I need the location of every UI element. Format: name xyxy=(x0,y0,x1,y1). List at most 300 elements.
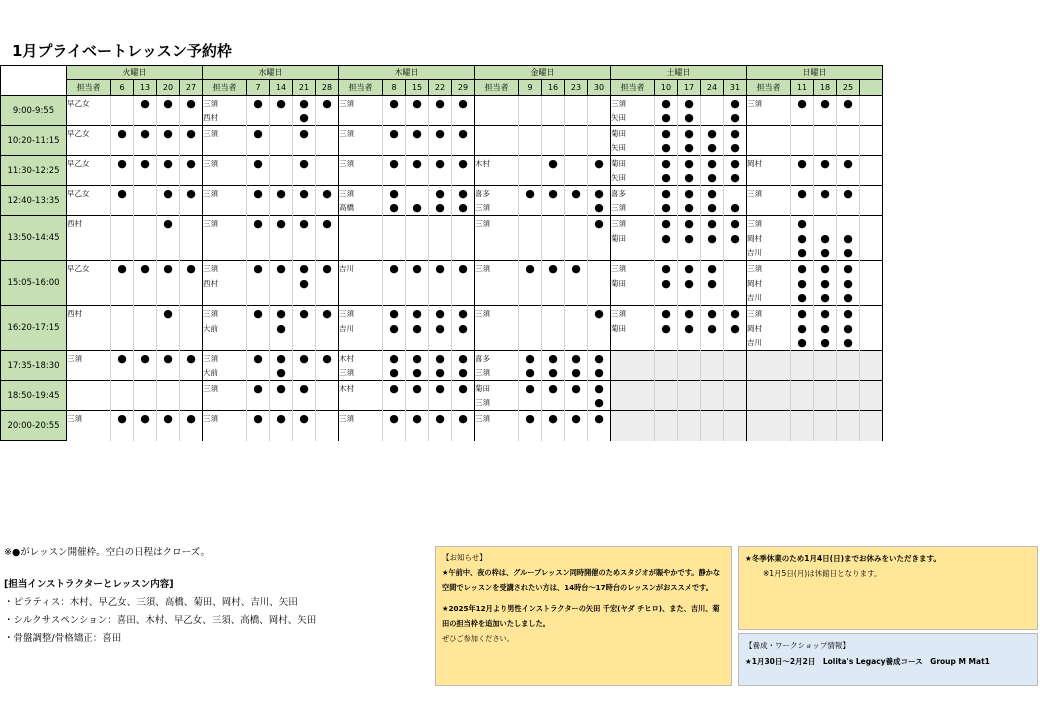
empty-cell xyxy=(111,366,134,381)
instructor-name: 喜多 xyxy=(611,186,655,201)
lesson-dot[interactable]: ● xyxy=(293,261,316,276)
lesson-dot[interactable]: ● xyxy=(383,381,406,396)
lesson-dot[interactable]: ● xyxy=(247,216,270,231)
empty-cell xyxy=(383,291,406,306)
lesson-dot[interactable]: ● xyxy=(383,306,406,321)
lesson-dot[interactable]: ● xyxy=(701,306,724,321)
lesson-dot[interactable]: ● xyxy=(701,141,724,156)
empty-cell xyxy=(860,231,883,246)
lesson-dot[interactable]: ● xyxy=(678,111,701,126)
instructor-name xyxy=(475,171,519,186)
empty-cell xyxy=(724,381,747,396)
lesson-dot[interactable]: ● xyxy=(542,381,565,396)
empty-cell xyxy=(565,306,588,321)
lesson-dot[interactable]: ● xyxy=(724,171,747,186)
lesson-dot[interactable]: ● xyxy=(270,186,293,201)
lesson-dot[interactable]: ● xyxy=(655,141,678,156)
lesson-dot[interactable]: ● xyxy=(180,96,203,111)
empty-cell xyxy=(157,276,180,291)
lesson-dot[interactable]: ● xyxy=(247,351,270,366)
lesson-dot[interactable]: ● xyxy=(678,321,701,336)
lesson-dot[interactable]: ● xyxy=(588,411,611,426)
lesson-dot[interactable]: ● xyxy=(588,351,611,366)
empty-cell xyxy=(452,291,475,306)
empty-cell xyxy=(678,396,701,411)
lesson-dot[interactable]: ● xyxy=(270,366,293,381)
lesson-dot[interactable]: ● xyxy=(293,306,316,321)
lesson-dot[interactable]: ● xyxy=(270,381,293,396)
empty-cell xyxy=(655,396,678,411)
lesson-dot[interactable]: ● xyxy=(429,366,452,381)
instructor-line-pelvis: ・骨盤調整/骨格矯正：喜田 xyxy=(4,633,122,644)
lesson-dot[interactable]: ● xyxy=(383,96,406,111)
lesson-dot[interactable]: ● xyxy=(837,96,860,111)
lesson-dot[interactable]: ● xyxy=(837,306,860,321)
lesson-dot[interactable]: ● xyxy=(791,321,814,336)
lesson-dot[interactable]: ● xyxy=(655,201,678,216)
lesson-dot[interactable]: ● xyxy=(519,411,542,426)
lesson-dot[interactable]: ● xyxy=(157,351,180,366)
lesson-dot[interactable]: ● xyxy=(429,261,452,276)
empty-cell xyxy=(134,291,157,306)
lesson-dot[interactable]: ● xyxy=(157,411,180,426)
lesson-dot[interactable]: ● xyxy=(247,306,270,321)
instructor-name: 吉川 xyxy=(339,321,383,336)
lesson-dot[interactable]: ● xyxy=(701,171,724,186)
lesson-dot[interactable]: ● xyxy=(678,126,701,141)
lesson-dot[interactable]: ● xyxy=(678,261,701,276)
lesson-dot[interactable]: ● xyxy=(791,291,814,306)
lesson-dot[interactable]: ● xyxy=(270,96,293,111)
lesson-dot[interactable]: ● xyxy=(383,156,406,171)
lesson-dot[interactable]: ● xyxy=(588,156,611,171)
lesson-dot[interactable]: ● xyxy=(837,231,860,246)
empty-cell xyxy=(837,126,860,141)
lesson-dot[interactable]: ● xyxy=(247,96,270,111)
lesson-dot[interactable]: ● xyxy=(383,261,406,276)
lesson-dot[interactable]: ● xyxy=(701,156,724,171)
lesson-dot[interactable]: ● xyxy=(134,411,157,426)
lesson-dot[interactable]: ● xyxy=(111,261,134,276)
lesson-dot[interactable]: ● xyxy=(293,186,316,201)
instructor-name xyxy=(203,171,247,186)
empty-cell xyxy=(542,171,565,186)
lesson-dot[interactable]: ● xyxy=(247,261,270,276)
lesson-dot[interactable]: ● xyxy=(293,156,316,171)
lesson-dot[interactable]: ● xyxy=(429,381,452,396)
empty-cell xyxy=(860,396,883,411)
lesson-dot[interactable]: ● xyxy=(588,366,611,381)
lesson-dot[interactable]: ● xyxy=(837,321,860,336)
date-header: 16 xyxy=(542,80,565,96)
lesson-dot[interactable]: ● xyxy=(247,156,270,171)
instructor-name: 三須 xyxy=(203,261,247,276)
empty-cell xyxy=(814,126,837,141)
instructor-name xyxy=(339,276,383,291)
empty-cell xyxy=(814,426,837,441)
lesson-dot[interactable]: ● xyxy=(293,276,316,291)
lesson-dot[interactable]: ● xyxy=(655,276,678,291)
instructor-name xyxy=(475,96,519,111)
lesson-dot[interactable]: ● xyxy=(293,411,316,426)
lesson-dot[interactable]: ● xyxy=(180,156,203,171)
lesson-dot[interactable]: ● xyxy=(293,111,316,126)
lesson-dot[interactable]: ● xyxy=(157,156,180,171)
lesson-dot[interactable]: ● xyxy=(157,306,180,321)
lesson-dot[interactable]: ● xyxy=(791,231,814,246)
lesson-dot[interactable]: ● xyxy=(406,201,429,216)
time-slot: 9:00-9:55 xyxy=(1,96,67,126)
lesson-dot[interactable]: ● xyxy=(791,216,814,231)
lesson-dot[interactable]: ● xyxy=(542,261,565,276)
lesson-dot[interactable]: ● xyxy=(588,396,611,411)
lesson-dot[interactable]: ● xyxy=(316,216,339,231)
lesson-dot[interactable]: ● xyxy=(134,126,157,141)
lesson-dot[interactable]: ● xyxy=(678,306,701,321)
lesson-dot[interactable]: ● xyxy=(270,321,293,336)
lesson-dot[interactable]: ● xyxy=(293,96,316,111)
lesson-dot[interactable]: ● xyxy=(724,111,747,126)
lesson-dot[interactable]: ● xyxy=(701,216,724,231)
lesson-dot[interactable]: ● xyxy=(134,351,157,366)
lesson-dot[interactable]: ● xyxy=(678,141,701,156)
lesson-dot[interactable]: ● xyxy=(157,216,180,231)
lesson-dot[interactable]: ● xyxy=(316,96,339,111)
lesson-dot[interactable]: ● xyxy=(429,201,452,216)
empty-cell xyxy=(452,171,475,186)
lesson-dot[interactable]: ● xyxy=(134,261,157,276)
lesson-dot[interactable]: ● xyxy=(565,261,588,276)
lesson-dot[interactable]: ● xyxy=(655,306,678,321)
lesson-dot[interactable]: ● xyxy=(180,261,203,276)
lesson-dot[interactable]: ● xyxy=(837,336,860,351)
lesson-dot[interactable]: ● xyxy=(791,336,814,351)
empty-cell xyxy=(701,291,724,306)
lesson-dot[interactable]: ● xyxy=(134,96,157,111)
empty-cell xyxy=(791,201,814,216)
lesson-dot[interactable]: ● xyxy=(429,411,452,426)
lesson-dot[interactable]: ● xyxy=(724,96,747,111)
empty-cell xyxy=(247,321,270,336)
lesson-dot[interactable]: ● xyxy=(814,261,837,276)
lesson-dot[interactable]: ● xyxy=(406,381,429,396)
empty-cell xyxy=(860,261,883,276)
lesson-dot[interactable]: ● xyxy=(655,321,678,336)
date-header: 25 xyxy=(837,80,860,96)
lesson-dot[interactable]: ● xyxy=(837,246,860,261)
lesson-dot[interactable]: ● xyxy=(293,351,316,366)
lesson-dot[interactable]: ● xyxy=(452,126,475,141)
lesson-dot[interactable]: ● xyxy=(588,381,611,396)
lesson-dot[interactable]: ● xyxy=(701,261,724,276)
lesson-dot[interactable]: ● xyxy=(247,411,270,426)
empty-cell xyxy=(247,111,270,126)
lesson-dot[interactable]: ● xyxy=(383,186,406,201)
lesson-dot[interactable]: ● xyxy=(701,321,724,336)
empty-cell xyxy=(270,231,293,246)
lesson-dot[interactable]: ● xyxy=(814,291,837,306)
lesson-dot[interactable]: ● xyxy=(542,351,565,366)
lesson-dot[interactable]: ● xyxy=(383,201,406,216)
empty-cell xyxy=(180,291,203,306)
lesson-dot[interactable]: ● xyxy=(837,276,860,291)
lesson-dot[interactable]: ● xyxy=(270,351,293,366)
lesson-dot[interactable]: ● xyxy=(406,411,429,426)
lesson-dot[interactable]: ● xyxy=(565,351,588,366)
lesson-dot[interactable]: ● xyxy=(542,411,565,426)
instructor-name xyxy=(203,246,247,261)
lesson-dot[interactable]: ● xyxy=(429,126,452,141)
instructor-name: 三須 xyxy=(203,381,247,396)
lesson-dot[interactable]: ● xyxy=(701,126,724,141)
lesson-dot[interactable]: ● xyxy=(180,411,203,426)
lesson-dot[interactable]: ● xyxy=(542,366,565,381)
lesson-dot[interactable]: ● xyxy=(791,186,814,201)
lesson-dot[interactable]: ● xyxy=(655,216,678,231)
lesson-dot[interactable]: ● xyxy=(542,156,565,171)
lesson-dot[interactable]: ● xyxy=(678,171,701,186)
lesson-dot[interactable]: ● xyxy=(655,156,678,171)
instructor-name xyxy=(339,246,383,261)
lesson-dot[interactable]: ● xyxy=(678,186,701,201)
lesson-dot[interactable]: ● xyxy=(519,186,542,201)
lesson-dot[interactable]: ● xyxy=(837,186,860,201)
lesson-dot[interactable]: ● xyxy=(724,231,747,246)
lesson-dot[interactable]: ● xyxy=(406,126,429,141)
lesson-dot[interactable]: ● xyxy=(180,186,203,201)
lesson-dot[interactable]: ● xyxy=(452,201,475,216)
lesson-dot[interactable]: ● xyxy=(588,201,611,216)
lesson-dot[interactable]: ● xyxy=(111,156,134,171)
empty-cell xyxy=(406,246,429,261)
instructor-name xyxy=(203,141,247,156)
lesson-dot[interactable]: ● xyxy=(791,156,814,171)
lesson-dot[interactable]: ● xyxy=(655,186,678,201)
empty-cell xyxy=(134,171,157,186)
lesson-dot[interactable]: ● xyxy=(316,306,339,321)
lesson-dot[interactable]: ● xyxy=(111,186,134,201)
lesson-dot[interactable]: ● xyxy=(814,306,837,321)
lesson-dot[interactable]: ● xyxy=(678,231,701,246)
instructor-name: 吉川 xyxy=(747,291,791,306)
empty-cell xyxy=(542,396,565,411)
lesson-dot[interactable]: ● xyxy=(724,126,747,141)
lesson-dot[interactable]: ● xyxy=(157,261,180,276)
lesson-dot[interactable]: ● xyxy=(270,306,293,321)
lesson-dot[interactable]: ● xyxy=(383,411,406,426)
lesson-dot[interactable]: ● xyxy=(814,336,837,351)
lesson-dot[interactable]: ● xyxy=(452,381,475,396)
instructor-name: 岡村 xyxy=(747,276,791,291)
empty-cell xyxy=(860,186,883,201)
lesson-dot[interactable]: ● xyxy=(678,96,701,111)
lesson-dot[interactable]: ● xyxy=(814,276,837,291)
lesson-dot[interactable]: ● xyxy=(429,96,452,111)
empty-cell xyxy=(111,231,134,246)
lesson-dot[interactable]: ● xyxy=(701,231,724,246)
instructor-name: 木村 xyxy=(339,351,383,366)
lesson-dot[interactable]: ● xyxy=(293,381,316,396)
empty-cell xyxy=(860,321,883,336)
lesson-dot[interactable]: ● xyxy=(157,126,180,141)
empty-cell xyxy=(837,216,860,231)
lesson-dot[interactable]: ● xyxy=(111,411,134,426)
lesson-dot[interactable]: ● xyxy=(429,306,452,321)
empty-cell xyxy=(542,201,565,216)
lesson-dot[interactable]: ● xyxy=(565,186,588,201)
empty-cell xyxy=(134,306,157,321)
lesson-dot[interactable]: ● xyxy=(293,126,316,141)
lesson-dot[interactable]: ● xyxy=(814,231,837,246)
lesson-dot[interactable]: ● xyxy=(791,96,814,111)
lesson-dot[interactable]: ● xyxy=(814,186,837,201)
empty-cell xyxy=(678,411,701,426)
lesson-dot[interactable]: ● xyxy=(814,96,837,111)
lesson-dot[interactable]: ● xyxy=(588,216,611,231)
lesson-dot[interactable]: ● xyxy=(655,261,678,276)
lesson-dot[interactable]: ● xyxy=(452,96,475,111)
lesson-dot[interactable]: ● xyxy=(406,351,429,366)
lesson-dot[interactable]: ● xyxy=(565,381,588,396)
lesson-dot[interactable]: ● xyxy=(429,156,452,171)
lesson-dot[interactable]: ● xyxy=(701,276,724,291)
lesson-dot[interactable]: ● xyxy=(678,201,701,216)
empty-cell xyxy=(316,231,339,246)
lesson-dot[interactable]: ● xyxy=(814,246,837,261)
empty-cell xyxy=(814,411,837,426)
lesson-dot[interactable]: ● xyxy=(565,366,588,381)
lesson-dot[interactable]: ● xyxy=(452,156,475,171)
lesson-dot[interactable]: ● xyxy=(316,351,339,366)
lesson-dot[interactable]: ● xyxy=(588,306,611,321)
lesson-dot[interactable]: ● xyxy=(270,261,293,276)
empty-cell xyxy=(701,336,724,351)
lesson-dot[interactable]: ● xyxy=(111,351,134,366)
lesson-dot[interactable]: ● xyxy=(724,321,747,336)
empty-cell xyxy=(270,156,293,171)
lesson-dot[interactable]: ● xyxy=(655,171,678,186)
lesson-dot[interactable]: ● xyxy=(588,186,611,201)
lesson-dot[interactable]: ● xyxy=(678,216,701,231)
lesson-dot[interactable]: ● xyxy=(655,126,678,141)
lesson-dot[interactable]: ● xyxy=(452,306,475,321)
lesson-dot[interactable]: ● xyxy=(837,156,860,171)
lesson-dot[interactable]: ● xyxy=(316,186,339,201)
lesson-dot[interactable]: ● xyxy=(134,156,157,171)
instructor-name xyxy=(611,381,655,396)
lesson-dot[interactable]: ● xyxy=(247,126,270,141)
instructor-name: 三須 xyxy=(339,126,383,141)
lesson-dot[interactable]: ● xyxy=(180,126,203,141)
lesson-dot[interactable]: ● xyxy=(724,201,747,216)
lesson-dot[interactable]: ● xyxy=(293,216,316,231)
lesson-dot[interactable]: ● xyxy=(724,141,747,156)
lesson-dot[interactable]: ● xyxy=(429,351,452,366)
lesson-dot[interactable]: ● xyxy=(452,261,475,276)
empty-cell xyxy=(316,321,339,336)
lesson-dot[interactable]: ● xyxy=(429,186,452,201)
lesson-dot[interactable]: ● xyxy=(406,261,429,276)
instructor-line-pilates: ・ピラティス：木村、早乙女、三須、高橋、菊田、岡村、吉川、矢田 xyxy=(4,597,298,608)
lesson-dot[interactable]: ● xyxy=(452,186,475,201)
lesson-dot[interactable]: ● xyxy=(157,186,180,201)
lesson-dot[interactable]: ● xyxy=(247,381,270,396)
lesson-dot[interactable]: ● xyxy=(565,411,588,426)
lesson-dot[interactable]: ● xyxy=(542,186,565,201)
lesson-dot[interactable]: ● xyxy=(678,276,701,291)
lesson-dot[interactable]: ● xyxy=(678,156,701,171)
lesson-dot[interactable]: ● xyxy=(157,96,180,111)
lesson-dot[interactable]: ● xyxy=(814,156,837,171)
lesson-dot[interactable]: ● xyxy=(519,381,542,396)
instructor-name xyxy=(475,426,519,441)
lesson-dot[interactable]: ● xyxy=(791,261,814,276)
empty-cell xyxy=(565,321,588,336)
empty-cell xyxy=(180,141,203,156)
lesson-dot[interactable]: ● xyxy=(724,216,747,231)
lesson-dot[interactable]: ● xyxy=(383,126,406,141)
lesson-dot[interactable]: ● xyxy=(406,96,429,111)
empty-cell xyxy=(791,111,814,126)
lesson-dot[interactable]: ● xyxy=(452,411,475,426)
lesson-dot[interactable]: ● xyxy=(383,321,406,336)
empty-cell xyxy=(429,231,452,246)
lesson-dot[interactable]: ● xyxy=(406,306,429,321)
lesson-dot[interactable]: ● xyxy=(316,261,339,276)
lesson-dot[interactable]: ● xyxy=(519,366,542,381)
lesson-dot[interactable]: ● xyxy=(247,186,270,201)
lesson-dot[interactable]: ● xyxy=(701,186,724,201)
lesson-dot[interactable]: ● xyxy=(791,276,814,291)
lesson-dot[interactable]: ● xyxy=(655,231,678,246)
lesson-dot[interactable]: ● xyxy=(452,366,475,381)
lesson-dot[interactable]: ● xyxy=(452,321,475,336)
empty-cell xyxy=(270,291,293,306)
empty-cell xyxy=(406,231,429,246)
instructor-col-header: 担当者 xyxy=(339,80,383,96)
lesson-dot[interactable]: ● xyxy=(837,261,860,276)
lesson-dot[interactable]: ● xyxy=(270,216,293,231)
lesson-dot[interactable]: ● xyxy=(406,156,429,171)
lesson-dot[interactable]: ● xyxy=(406,366,429,381)
lesson-dot[interactable]: ● xyxy=(701,201,724,216)
lesson-dot[interactable]: ● xyxy=(655,96,678,111)
empty-cell xyxy=(791,381,814,396)
lesson-dot[interactable]: ● xyxy=(724,156,747,171)
lesson-dot[interactable]: ● xyxy=(383,366,406,381)
empty-cell xyxy=(111,216,134,231)
lesson-dot[interactable]: ● xyxy=(383,351,406,366)
lesson-dot[interactable]: ● xyxy=(837,291,860,306)
lesson-dot[interactable]: ● xyxy=(429,321,452,336)
lesson-dot[interactable]: ● xyxy=(724,306,747,321)
empty-cell xyxy=(791,426,814,441)
lesson-dot[interactable]: ● xyxy=(406,321,429,336)
lesson-dot[interactable]: ● xyxy=(270,411,293,426)
lesson-dot[interactable]: ● xyxy=(519,351,542,366)
lesson-dot[interactable]: ● xyxy=(814,321,837,336)
empty-cell xyxy=(860,141,883,156)
lesson-dot[interactable]: ● xyxy=(111,126,134,141)
lesson-dot[interactable]: ● xyxy=(655,111,678,126)
lesson-dot[interactable]: ● xyxy=(180,351,203,366)
lesson-dot[interactable]: ● xyxy=(519,261,542,276)
lesson-dot[interactable]: ● xyxy=(452,351,475,366)
lesson-dot[interactable]: ● xyxy=(791,306,814,321)
lesson-dot[interactable]: ● xyxy=(791,246,814,261)
empty-cell xyxy=(429,216,452,231)
instructor-name: 早乙女 xyxy=(67,96,111,111)
